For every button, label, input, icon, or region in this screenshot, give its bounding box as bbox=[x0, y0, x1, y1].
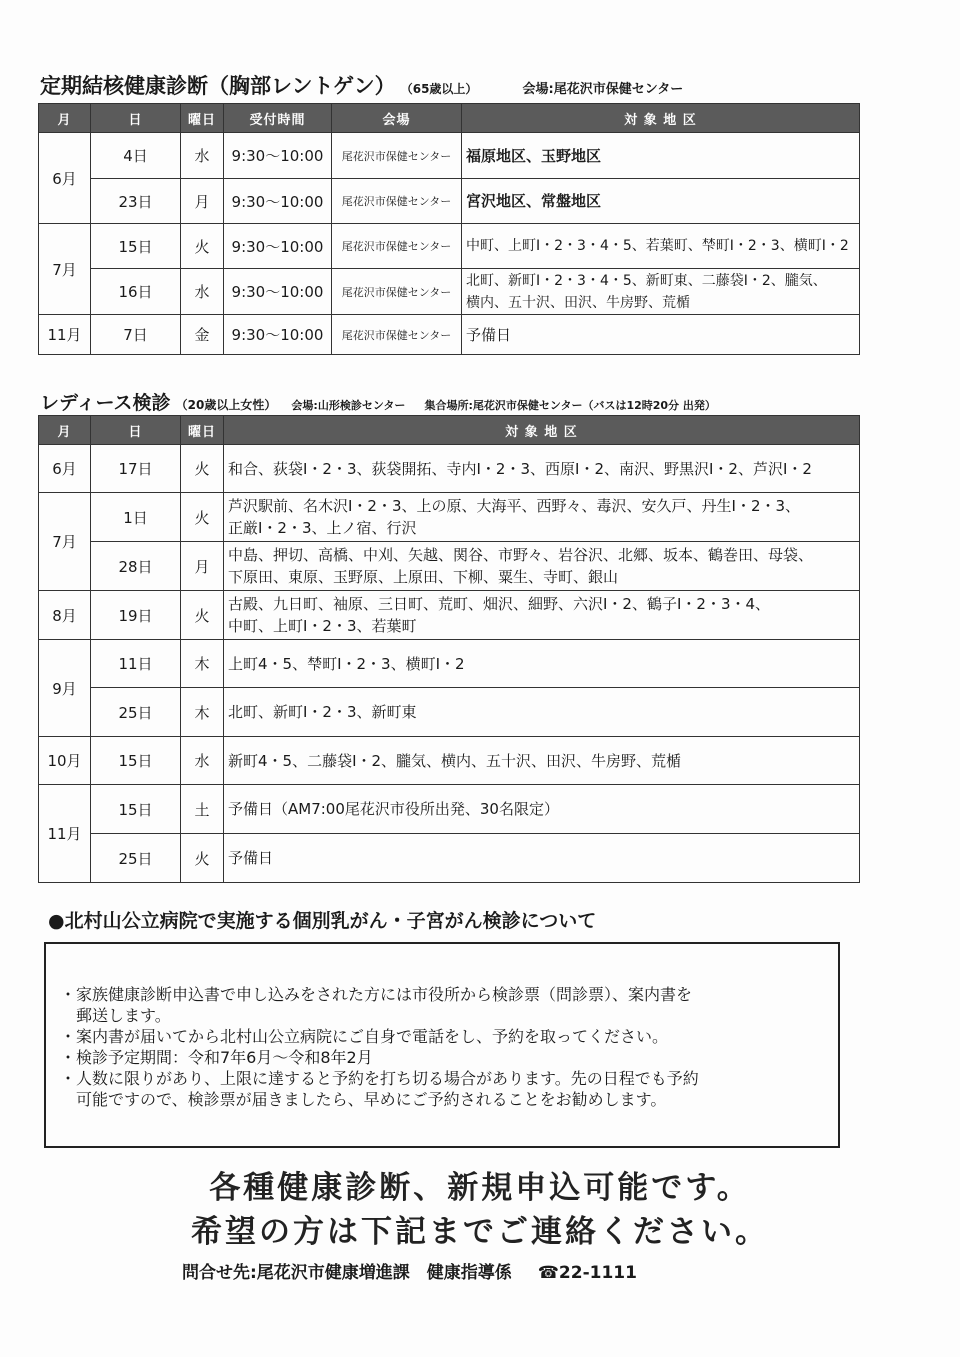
table-row bbox=[39, 315, 860, 355]
weekday-cell: 水 bbox=[181, 133, 224, 179]
target-cell bbox=[224, 688, 860, 737]
month-cell: 9月 bbox=[39, 640, 91, 737]
target-line: 中町、上町Ⅰ・2・3・4・5、若葉町、梺町Ⅰ・2・3、横町Ⅰ・2 bbox=[466, 238, 849, 254]
table-row bbox=[39, 445, 860, 493]
notice-item: 郵送します。 bbox=[60, 1006, 171, 1025]
notice-item: 可能ですので、検診票が届きましたら、早めにご予約されることをお勧めします。 bbox=[60, 1090, 667, 1109]
tb-header-row bbox=[39, 104, 860, 133]
month-cell: 7月 bbox=[39, 493, 91, 591]
day-cell: 19日 bbox=[91, 591, 181, 640]
day-cell: 11日 bbox=[91, 640, 181, 688]
time-cell: 9:30～10:00 bbox=[224, 269, 332, 315]
target-line: 古殿、九日町、袖原、三日町、荒町、畑沢、細野、六沢Ⅰ・2、鶴子Ⅰ・2・3・4、 bbox=[228, 595, 771, 613]
target-line: 北町、新町Ⅰ・2・3・4・5、新町東、二藤袋Ⅰ・2、朧気、 bbox=[466, 272, 827, 289]
col-header: 対 象 地 区 bbox=[224, 416, 860, 445]
weekday-cell: 火 bbox=[181, 591, 224, 640]
target-line: 予備日（AM7:00尾花沢市役所出発、30名限定） bbox=[228, 800, 559, 818]
col-header: 曜日 bbox=[181, 104, 224, 133]
day-cell: 25日 bbox=[91, 688, 181, 737]
weekday-cell: 水 bbox=[181, 269, 224, 315]
tb-age: （65歳以上） bbox=[400, 82, 478, 96]
ladies-header-row bbox=[39, 416, 860, 445]
ladies-age: （20歳以上女性） bbox=[175, 398, 277, 412]
weekday-cell: 火 bbox=[181, 834, 224, 883]
target-line: 横内、五十沢、田沢、牛房野、荒楯 bbox=[466, 294, 690, 311]
col-header: 月 bbox=[39, 104, 91, 133]
table-row bbox=[39, 542, 860, 591]
target-line: 上町4・5、梺町Ⅰ・2・3、横町Ⅰ・2 bbox=[228, 654, 465, 673]
target-cell bbox=[224, 785, 860, 834]
table-row bbox=[39, 688, 860, 737]
time-cell: 9:30～10:00 bbox=[224, 315, 332, 355]
col-header: 対 象 地 区 bbox=[462, 104, 860, 133]
target-line: 正厳Ⅰ・2・3、上ノ宿、行沢 bbox=[228, 519, 417, 537]
col-header: 曜日 bbox=[181, 416, 224, 445]
target-cell bbox=[224, 640, 860, 688]
table-row bbox=[39, 133, 860, 179]
table-row bbox=[39, 493, 860, 542]
time-cell: 9:30～10:00 bbox=[224, 224, 332, 269]
day-cell: 15日 bbox=[91, 737, 181, 785]
venue-cell: 尾花沢市保健センター bbox=[332, 315, 462, 355]
phone-number: ☎22-1111 bbox=[537, 1263, 637, 1283]
tb-venue-note: 会場:尾花沢市保健センター bbox=[522, 82, 684, 97]
target-cell bbox=[224, 834, 860, 883]
venue-cell: 尾花沢市保健センター bbox=[332, 224, 462, 269]
target-cell bbox=[462, 224, 860, 269]
contact-info bbox=[182, 1258, 643, 1283]
month-cell: 6月 bbox=[39, 445, 91, 493]
tb-section-header bbox=[40, 70, 683, 100]
time-cell: 9:30～10:00 bbox=[224, 133, 332, 179]
target-cell bbox=[462, 179, 860, 224]
table-row bbox=[39, 737, 860, 785]
target-line: 芦沢駅前、名木沢Ⅰ・2・3、上の原、大海平、西野々、毒沢、安久戸、丹生Ⅰ・2・3、 bbox=[228, 497, 801, 515]
table-row bbox=[39, 785, 860, 834]
day-cell: 17日 bbox=[91, 445, 181, 493]
month-cell: 8月 bbox=[39, 591, 91, 640]
col-header: 日 bbox=[91, 104, 181, 133]
day-cell: 15日 bbox=[91, 224, 181, 269]
weekday-cell: 火 bbox=[181, 493, 224, 542]
target-line: 新町4・5、二藤袋Ⅰ・2、朧気、横内、五十沢、田沢、牛房野、荒楯 bbox=[228, 751, 682, 770]
day-cell: 25日 bbox=[91, 834, 181, 883]
venue-cell: 尾花沢市保健センター bbox=[332, 133, 462, 179]
day-cell: 4日 bbox=[91, 133, 181, 179]
col-header: 日 bbox=[91, 416, 181, 445]
col-header: 月 bbox=[39, 416, 91, 445]
ladies-title: レディース検診 bbox=[40, 392, 171, 414]
target-line: 下原田、東原、玉野原、上原田、下柳、粟生、寺町、銀山 bbox=[228, 568, 619, 586]
target-line: 宮沢地区、常盤地区 bbox=[466, 192, 602, 210]
contact-label: 問合せ先:尾花沢市健康増進課 健康指導係 bbox=[182, 1263, 512, 1283]
table-row bbox=[39, 591, 860, 640]
table-row bbox=[39, 834, 860, 883]
table-row bbox=[39, 269, 860, 315]
tb-title: 定期結核健康診断（胸部レントゲン） bbox=[40, 74, 396, 98]
day-cell: 28日 bbox=[91, 542, 181, 591]
month-cell: 11月 bbox=[39, 315, 91, 355]
target-line: 和合、荻袋Ⅰ・2・3、荻袋開拓、寺内Ⅰ・2・3、西原Ⅰ・2、南沢、野黒沢Ⅰ・2、芦沢Ⅰ・2 bbox=[228, 459, 812, 478]
target-line: 北町、新町Ⅰ・2・3、新町東 bbox=[228, 703, 417, 721]
day-cell: 23日 bbox=[91, 179, 181, 224]
weekday-cell: 月 bbox=[181, 179, 224, 224]
time-cell: 9:30～10:00 bbox=[224, 179, 332, 224]
footer-line-2: 希望の方は下記までご連絡ください。 bbox=[191, 1214, 769, 1250]
table-row bbox=[39, 640, 860, 688]
target-cell bbox=[462, 315, 860, 355]
notice-item: ・案内書が届いてから北村山公立病院にご自身で電話をし、予約を取ってください。 bbox=[60, 1027, 669, 1046]
target-cell bbox=[462, 269, 860, 315]
footer-line-1: 各種健康診断、新規申込可能です。 bbox=[209, 1170, 751, 1206]
ladies-gather-note: 集合場所:尾花沢市保健センター（バスは12時20分 出発） bbox=[424, 399, 716, 412]
day-cell: 15日 bbox=[91, 785, 181, 834]
target-cell bbox=[462, 133, 860, 179]
notice-item: ・家族健康診断申込書で申し込みをされた方には市役所から検診票（問診票）、案内書を bbox=[60, 985, 693, 1004]
ladies-section-header bbox=[40, 388, 716, 415]
tb-schedule-table bbox=[38, 103, 860, 355]
weekday-cell: 水 bbox=[181, 737, 224, 785]
target-line: 中島、押切、高橋、中刈、矢越、関谷、市野々、岩谷沢、北郷、坂本、鶴巻田、母袋、 bbox=[228, 546, 814, 564]
weekday-cell: 火 bbox=[181, 224, 224, 269]
table-row bbox=[39, 179, 860, 224]
ladies-venue-note: 会場:山形検診センター bbox=[291, 399, 406, 412]
notice-item: ・人数に限りがあり、上限に達すると予約を打ち切る場合があります。先の日程でも予約 bbox=[60, 1069, 699, 1088]
notice-heading: ●北村山公立病院で実施する個別乳がん・子宮がん検診について bbox=[48, 910, 597, 932]
day-cell: 7日 bbox=[91, 315, 181, 355]
venue-cell: 尾花沢市保健センター bbox=[332, 179, 462, 224]
month-cell: 11月 bbox=[39, 785, 91, 883]
month-cell: 7月 bbox=[39, 224, 91, 315]
month-cell: 10月 bbox=[39, 737, 91, 785]
notice-box bbox=[44, 942, 840, 1148]
target-line: 福原地区、玉野地区 bbox=[466, 146, 602, 165]
target-line: 予備日 bbox=[228, 849, 274, 867]
weekday-cell: 火 bbox=[181, 445, 224, 493]
target-line: 中町、上町Ⅰ・2・3、若葉町 bbox=[228, 617, 417, 635]
ladies-schedule-table bbox=[38, 415, 860, 883]
day-cell: 16日 bbox=[91, 269, 181, 315]
weekday-cell: 木 bbox=[181, 640, 224, 688]
table-row bbox=[39, 224, 860, 269]
weekday-cell: 土 bbox=[181, 785, 224, 834]
day-cell: 1日 bbox=[91, 493, 181, 542]
target-cell bbox=[224, 542, 860, 591]
notice-item: ・検診予定期間：令和7年6月～令和8年2月 bbox=[60, 1048, 373, 1067]
venue-cell: 尾花沢市保健センター bbox=[332, 269, 462, 315]
weekday-cell: 木 bbox=[181, 688, 224, 737]
weekday-cell: 金 bbox=[181, 315, 224, 355]
target-line: 予備日 bbox=[466, 325, 512, 344]
col-header: 会場 bbox=[332, 104, 462, 133]
target-cell bbox=[224, 591, 860, 640]
col-header: 受付時間 bbox=[224, 104, 332, 133]
target-cell bbox=[224, 445, 860, 493]
month-cell: 6月 bbox=[39, 133, 91, 224]
target-cell bbox=[224, 737, 860, 785]
weekday-cell: 月 bbox=[181, 542, 224, 591]
target-cell bbox=[224, 493, 860, 542]
